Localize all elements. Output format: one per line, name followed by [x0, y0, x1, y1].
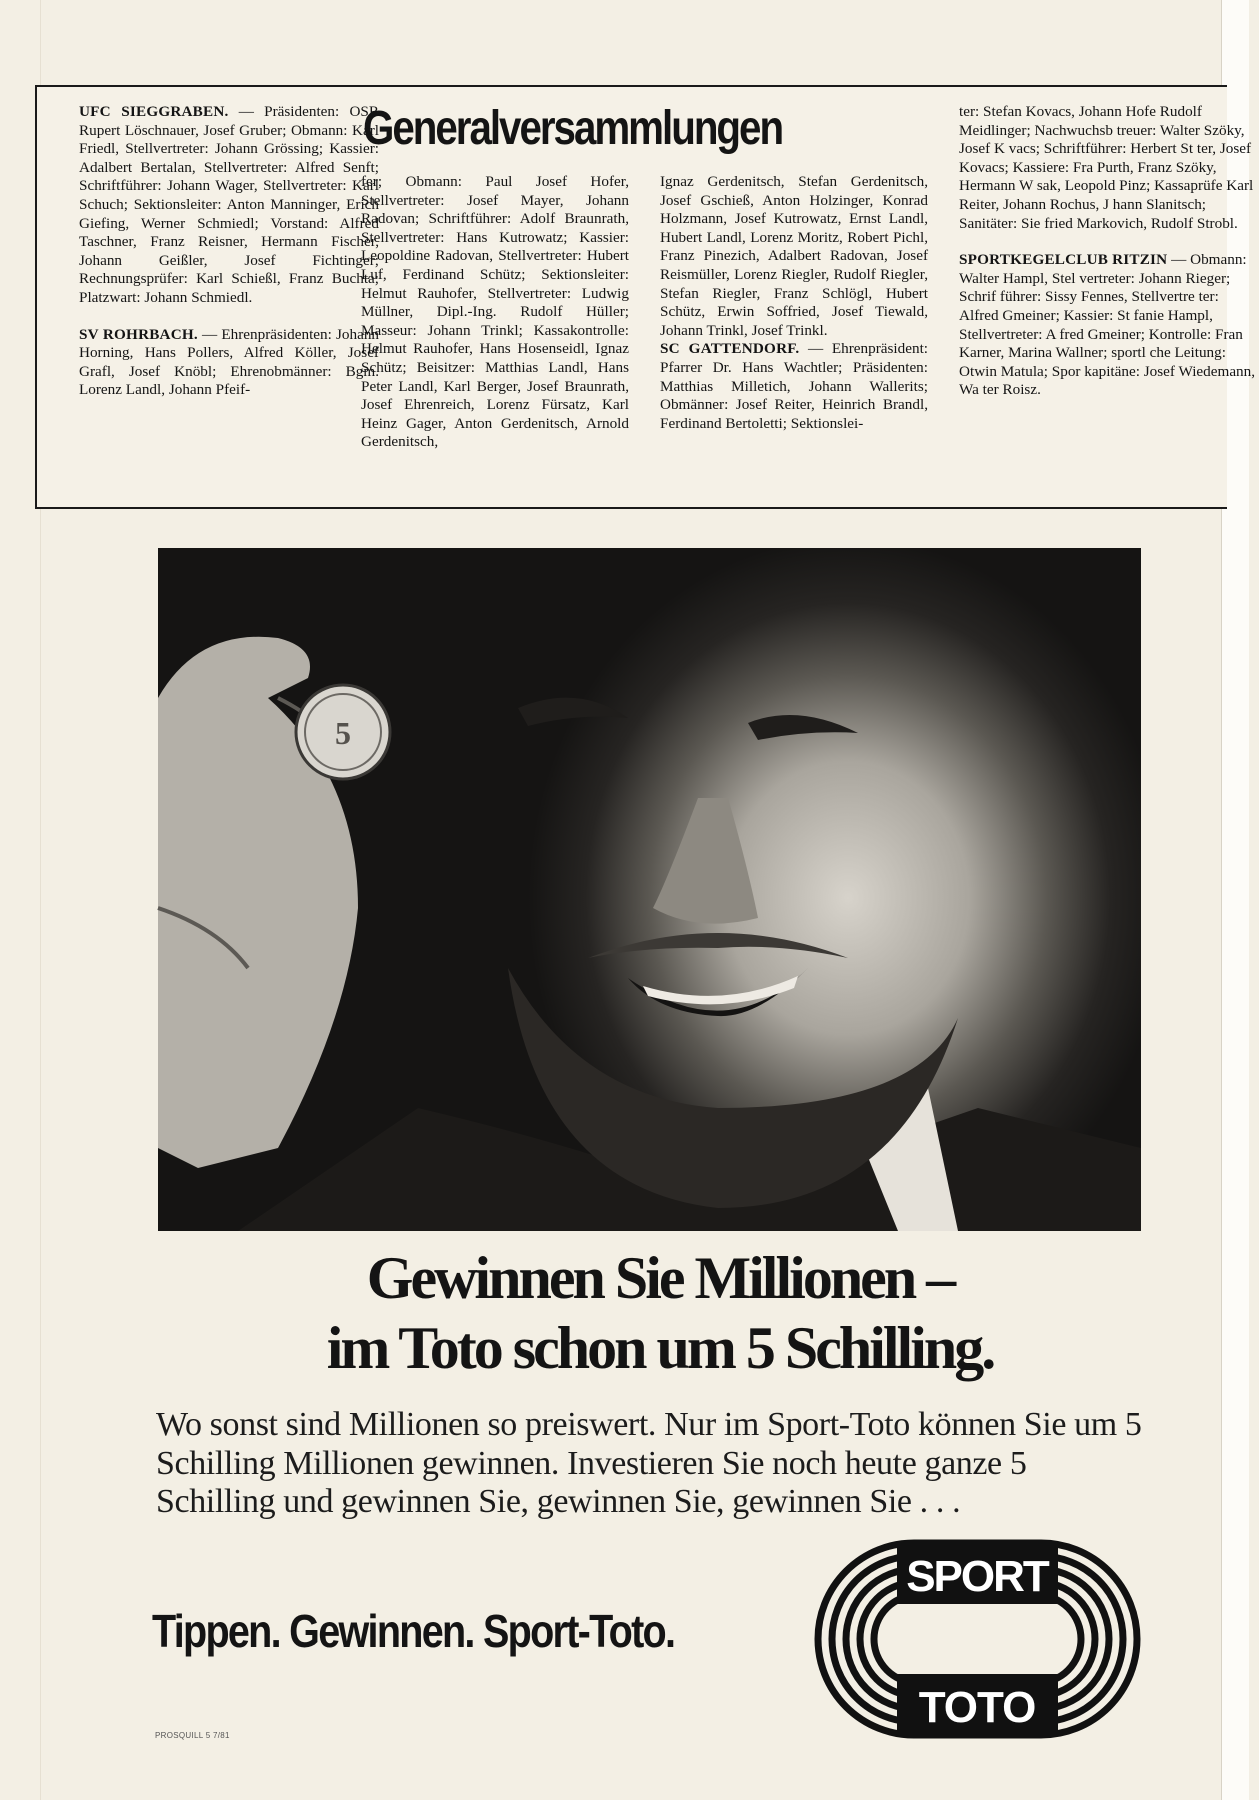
sport-toto-logo [815, 1540, 1140, 1738]
imprint-code: PROSQUILL 5 7/81 [155, 1731, 230, 1740]
club-name: UFC SIEGGRABEN. [79, 103, 229, 120]
article-column-1 [79, 103, 379, 503]
ad-headline-line-2: im Toto schon um 5 Schilling. [326, 1315, 994, 1381]
article-column-2 [361, 173, 629, 503]
club-text: — Obmann: Walter Hampl, Stel vertreter: Johann Rieger; Schrif führer: Sissy Fennes, Stellvertre ter: Alfred Gmeiner; Kassier: St fanie Hampl, Stellvertreter: A fred Gmeiner; Kontrolle: Fran Karner, Marina Wallner; sportl che Leitung: Otwin Matula; Spor kapitäne: Josef Wiedemann, Wa ter Roisz. [959, 251, 1256, 399]
ad-slogan: Tippen. Gewinnen. Sport-Toto. [152, 1605, 675, 1657]
column-text: Ignaz Gerdenitsch, Stefan Gerdenitsch, Josef Gschieß, Anton Holzinger, Konrad Holzmann, Josef Kutrowatz, Ernst Landl, Hubert Landl, Lorenz Moritz, Robert Pichl, Franz Pinezich, Adalbert Radovan, Josef Reismüller, Lorenz Riegler, Rudolf Riegler, Stefan Riegler, Franz Schlögl, Hubert Schütz, Erwin Soffried, Josef Tiewald, Johann Trinkl, Josef Trinkl. [660, 173, 928, 339]
club-name: SPORTKEGELCLUB RITZIN [959, 251, 1168, 269]
ad-headline [100, 1243, 1220, 1383]
club-name: SC GATTENDORF. [660, 340, 800, 358]
club-text: — Ehrenpräsidenten: Johann Horning, Hans Pollers, Alfred Köller, Josef Grafl, Josef Knöbl; Ehrenobmänner: Bgm. Lorenz Landl, Johann Pfeif- [79, 325, 380, 399]
club-text: — Präsidenten: OSR Rupert Löschnauer, Josef Gruber; Obmann: Karl Friedl, Stellvertreter: Johann Grössing; Kassier: Adalbert Bertalan, Stellvertreter: Alfred Senft; Schriftführer: Johann Wager, Stellvertreter: Karl Schuch; Sektionsleiter: Anton Manninger, Erich Giefing, Werner Schmiedl; Vorstand: Alfred Taschner, Franz Reisner, Hermann Fischer, Johann Geißler, Josef Fichtinger; Rechnungsprüfer: Karl Schießl, Franz Buchta; Platzwart: Johann Schmiedl. [79, 103, 379, 306]
column-text: fer; Obmann: Paul Josef Hofer, Stellvertreter: Josef Mayer, Johann Radovan; Schriftführer: Adolf Braunrath, Stellvertreter: Hans Kutrowatz; Kassier: Leopoldine Radovan, Stellvertreter: Hubert Luf, Ferdinand Schütz; Sektionsleiter: Helmut Rauhofer, Stellvertreter: Ludwig Müllner, Dipl.-Ing. Rudolf Hüller; Masseur: Johann Trinkl; Kassakontrolle: Helmut Rauhofer, Hans Hosenseidl, Ignaz Schütz; Beisitzer: Matthias Landl, Hans Peter Landl, Karl Berger, Josef Braunrath, Josef Ehrenreich, Lorenz Fürsatz, Karl Heinz Gager, Anton Gerdenitsch, Arnold Gerdenitsch, [361, 173, 629, 451]
photo-illustration [158, 548, 1141, 1231]
column-text: ter: Stefan Kovacs, Johann Hofe Rudolf Meidlinger; Nachwuchsb treuer: Walter Szöky, Josef K vacs; Schriftführer: Herbert St ter, Josef Kovacs; Kassiere: Fra Purth, Franz Szöky, Hermann W sak, Leopold Pinz; Kassaprüfe Karl Reiter, Johann Rochus, J hann Slanitsch; Sanitäter: Sie fried Markovich, Rudolf Strobl. [959, 103, 1254, 232]
ad-body-text: Wo sonst sind Millionen so preiswert. Nur im Sport-Toto können Sie um 5 Schilling Millionen gewinnen. Investieren Sie noch heute ganze 5 Schilling und gewinnen Sie, gewinnen Sie, gewinnen Sie . . . [156, 1406, 1142, 1520]
club-name: SV ROHRBACH. [79, 325, 198, 343]
logo-text-bottom: TOTO [918, 1683, 1036, 1732]
ad-headline-line-1: Gewinnen Sie Millionen – [366, 1245, 954, 1311]
logo-text-top: SPORT [906, 1552, 1048, 1601]
article-title: Generalversammlungen [363, 102, 783, 155]
coin-label: 5 [335, 715, 351, 751]
club-text: — Ehrenpräsident: Pfarrer Dr. Hans Wachtler; Präsidenten: Matthias Milletich, Johann Wallerits; Obmänner: Josef Reiter, Heinrich Brandl, Ferdinand Bertoletti; Sektionslei- [660, 340, 929, 432]
article-column-3 [660, 173, 928, 503]
ad-photo [158, 548, 1141, 1231]
article-column-4 [959, 103, 1259, 503]
article-box [35, 85, 1256, 509]
